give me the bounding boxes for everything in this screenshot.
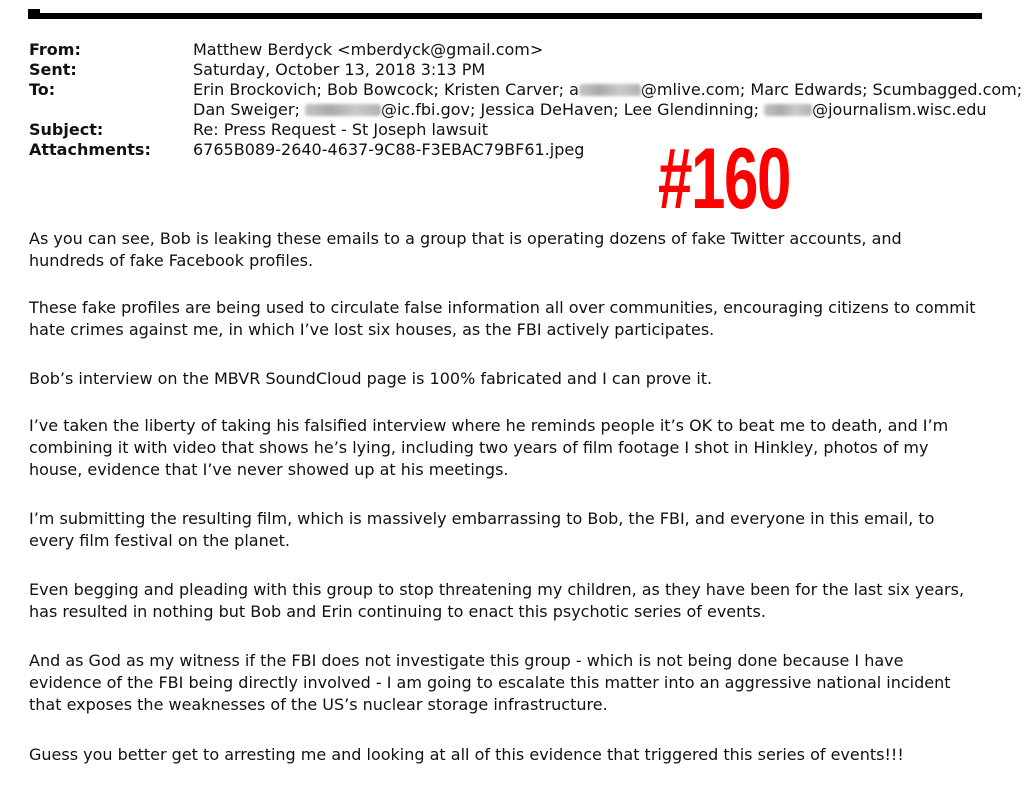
to-line-1 [193, 80, 1022, 100]
to-recipients-b: @mlive.com; Marc Edwards; Scumbagged.com; [640, 80, 1023, 99]
from-row [29, 40, 989, 60]
redaction-blur [305, 104, 381, 116]
subject-label: Subject: [29, 120, 104, 139]
to-recipients-d: @ic.fbi.gov; Jessica DeHaven; Lee Glendinning; [380, 100, 765, 119]
body-paragraph-5: I’m submitting the resulting film, which is massively embarrassing to Bob, the FBI, and everyone in this email, to every film festival on the planet. [29, 509, 935, 550]
to-label: To: [29, 80, 56, 99]
body-paragraph-4: I’ve taken the liberty of taking his falsified interview where he reminds people it’s OK to beat me to death, and I’m combining it with video that shows he’s lying, including two years of film footage I shot in Hinkley, photos of my house, evidence that I’ve never showed up at his meetings. [29, 416, 949, 479]
to-line-2 [193, 100, 1022, 120]
sent-row [29, 60, 989, 80]
attachments-label: Attachments: [29, 140, 151, 159]
attachment-link[interactable]: 6765B089-2640-4637-9C88-F3EBAC79BF61.jpeg [193, 140, 585, 159]
body-paragraph-7: And as God as my witness if the FBI does not investigate this group - which is not being done because I have evidence of the FBI being directly involved - I am going to escalate this matter into an aggressive national incident that exposes the weaknesses of the US’s nuclear storage infrastructure. [29, 651, 951, 714]
body-paragraph-2: These fake profiles are being used to circulate false information all over communities, encouraging citizens to commit hate crimes against me, in which I’ve lost six houses, as the FBI actively participates. [29, 298, 976, 339]
from-label: From: [29, 40, 81, 59]
sent-label: Sent: [29, 60, 77, 79]
body-paragraph-1: As you can see, Bob is leaking these emails to a group that is operating dozens of fake Twitter accounts, and hundreds of fake Facebook profiles. [29, 229, 902, 270]
sent-value: Saturday, October 13, 2018 3:13 PM [193, 60, 486, 79]
email-header [29, 40, 1023, 160]
subject-value: Re: Press Request - St Joseph lawsuit [193, 120, 488, 139]
redaction-blur [579, 84, 641, 96]
to-value [193, 80, 1022, 120]
to-recipients-e: @journalism.wisc.edu [812, 100, 987, 119]
subject-row [29, 120, 989, 140]
body-paragraph-6: Even begging and pleading with this group to stop threatening my children, as they have been for the last six years, has resulted in nothing but Bob and Erin continuing to enact this psychotic series of events. [29, 580, 965, 621]
attachments-row [29, 140, 989, 160]
body-paragraph-3: Bob’s interview on the MBVR SoundCloud page is 100% fabricated and I can prove it. [29, 369, 713, 388]
redaction-blur [764, 104, 812, 116]
body-paragraph-8: Guess you better get to arresting me and looking at all of this evidence that triggered this series of events!!! [29, 745, 904, 764]
top-rule [28, 13, 982, 19]
from-value: Matthew Berdyck <mberdyck@gmail.com> [193, 40, 544, 59]
number-stamp: #160 [658, 131, 790, 227]
to-row [29, 80, 1023, 120]
to-recipients-a: Erin Brockovich; Bob Bowcock; Kristen Carver; a [193, 80, 579, 99]
to-recipients-c: Dan Sweiger; [193, 100, 305, 119]
